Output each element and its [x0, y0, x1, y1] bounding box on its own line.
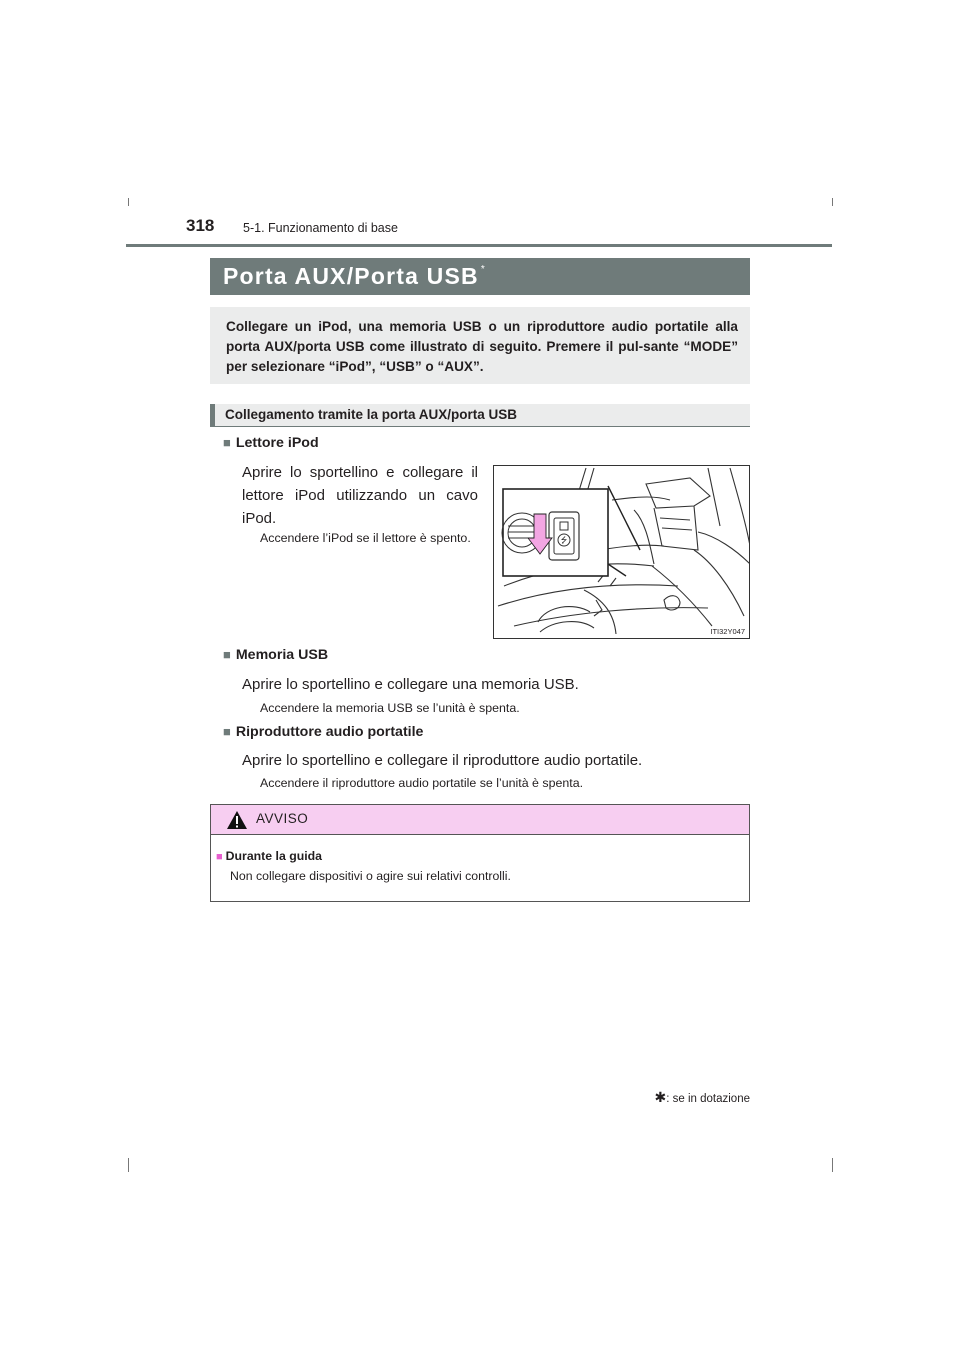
- square-bullet-icon: ■: [216, 851, 223, 863]
- crop-mark: [128, 1158, 129, 1172]
- crop-mark: [128, 198, 129, 206]
- console-illustration: [493, 465, 750, 639]
- optional-marker: *: [480, 264, 485, 275]
- intro-text: Collegare un iPod, una memoria USB o un riproduttore audio portatile alla porta AUX/porta USB come illustrato di seguito. Premere il pul-sante “MODE” per selezionare “iPod”, “USB” o “AUX”.: [226, 319, 738, 374]
- page-title: [223, 263, 485, 290]
- footnote-text: : se in dotazione: [666, 1093, 750, 1105]
- subsection-title: Collegamento tramite la porta AUX/porta USB: [225, 407, 518, 422]
- item-note-portable-player: Accendere il riproduttore audio portatile se l’unità è spenta.: [260, 776, 584, 790]
- item-title-usb: ■ Memoria USB: [223, 647, 329, 663]
- item-note-ipod: Accendere l’iPod se il lettore è spento.: [260, 531, 471, 545]
- page-title-bar: [210, 258, 750, 295]
- item-text-portable-player: Aprire lo sportellino e collegare il riproduttore audio portatile.: [242, 752, 643, 769]
- item-title-ipod: ■ Lettore iPod: [223, 435, 319, 451]
- warning-box: [210, 804, 750, 902]
- asterisk-icon: ✱: [654, 1089, 667, 1105]
- item-title-portable-player: ■ Riproduttore audio portatile: [223, 724, 424, 740]
- warning-header: [211, 805, 749, 835]
- crop-mark: [832, 198, 833, 206]
- footnote: [655, 1089, 751, 1106]
- intro-panel: [210, 307, 750, 384]
- page-number: 318: [186, 216, 215, 235]
- warning-label: AVVISO: [256, 811, 309, 826]
- square-bullet-icon: ■: [223, 435, 231, 450]
- crop-mark: [832, 1158, 833, 1172]
- figure-code: ITI32Y047: [710, 627, 745, 636]
- subsection-header: [210, 404, 750, 427]
- item-note-usb: Accendere la memoria USB se l’unità è spenta.: [260, 701, 520, 715]
- item-text-usb: Aprire lo sportellino e collegare una memoria USB.: [242, 676, 579, 693]
- console-drawing: [494, 466, 750, 639]
- square-bullet-icon: ■: [223, 647, 231, 662]
- warning-item-title: ■ Durante la guida: [216, 849, 322, 863]
- header-divider: [126, 244, 832, 247]
- page-title-text: Porta AUX/Porta USB: [223, 263, 479, 289]
- warning-item-text: Non collegare dispositivi o agire sui relativi controlli.: [230, 869, 511, 883]
- item-text-ipod: Aprire lo sportellino e collegare il lettore iPod utilizzando un cavo iPod.: [242, 464, 478, 527]
- section-reference: 5-1. Funzionamento di base: [243, 221, 398, 235]
- warning-triangle-icon: [226, 810, 248, 830]
- subsection-accent: [210, 404, 215, 427]
- square-bullet-icon: ■: [223, 724, 231, 739]
- usb-symbol: ⭍: [560, 536, 568, 545]
